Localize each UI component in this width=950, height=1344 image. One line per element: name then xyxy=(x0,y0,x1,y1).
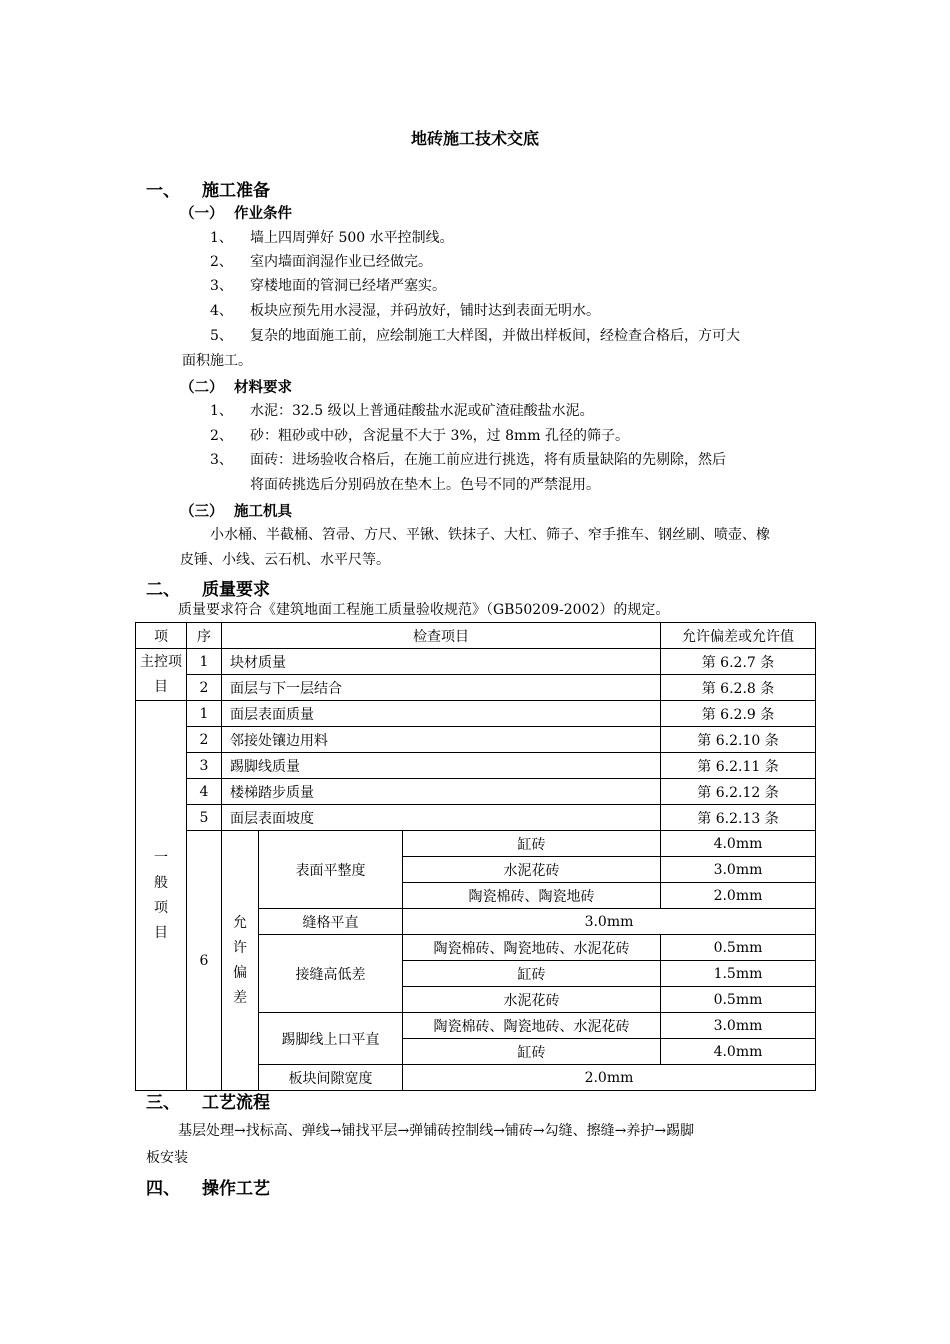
table-header: 允许偏差或允许值 xyxy=(661,623,816,649)
item-cell: 面层表面坡度 xyxy=(222,805,661,831)
table-row xyxy=(136,831,816,857)
value-cell: 第 6.2.12 条 xyxy=(661,779,816,805)
table-row xyxy=(136,701,816,727)
paragraph-line: 小水桶、半截桶、笤帚、方尺、平锹、铁抹子、大杠、筛子、窄手推车、钢丝刷、喷壶、橡 xyxy=(210,527,770,543)
section-heading: 一、 施工准备 xyxy=(146,181,270,201)
paragraph-line: 基层处理→找标高、弹线→铺找平层→弹铺砖控制线→铺砖→勾缝、擦缝→养护→踢脚 xyxy=(178,1123,695,1139)
list-item: 1、 水泥：32.5 级以上普通硅酸盐水泥或矿渣硅酸盐水泥。 xyxy=(210,403,594,419)
category-label: 一般项目 xyxy=(153,849,168,941)
item-cell: 块材质量 xyxy=(222,649,661,675)
tolerance-cell xyxy=(222,831,259,1091)
table-header-row xyxy=(136,623,816,649)
subitem-cell: 缝格平直 xyxy=(259,909,403,935)
table-row xyxy=(136,727,816,753)
subsection-heading: （二） 材料要求 xyxy=(180,380,292,396)
item-cell: 楼梯踏步质量 xyxy=(222,779,661,805)
value-cell: 第 6.2.11 条 xyxy=(661,753,816,779)
paragraph-line: 质量要求符合《建筑地面工程施工质量验收规范》（GB50209-2002）的规定。 xyxy=(178,602,670,618)
table-row xyxy=(136,779,816,805)
value-cell: 第 6.2.13 条 xyxy=(661,805,816,831)
seq-cell: 6 xyxy=(187,831,222,1091)
type-cell: 水泥花砖 xyxy=(403,857,661,883)
subitem-cell: 接缝高低差 xyxy=(259,935,403,1013)
table-row xyxy=(136,805,816,831)
section-heading: 二、 质量要求 xyxy=(146,580,270,600)
tolerance-label: 允许偏差 xyxy=(232,914,247,1006)
value-cell: 第 6.2.7 条 xyxy=(661,649,816,675)
list-item: 4、 板块应预先用水浸湿，并码放好，铺时达到表面无明水。 xyxy=(210,303,600,319)
seq-cell: 1 xyxy=(187,701,222,727)
category-cell: 主控项目 xyxy=(136,649,187,701)
list-item-continuation: 将面砖挑选后分别码放在垫木上。色号不同的严禁混用。 xyxy=(250,477,600,493)
type-cell: 缸砖 xyxy=(403,1039,661,1065)
list-item: 2、 室内墙面润湿作业已经做完。 xyxy=(210,254,432,270)
seq-cell: 2 xyxy=(187,675,222,701)
table-header: 项 xyxy=(136,623,187,649)
type-cell: 水泥花砖 xyxy=(403,987,661,1013)
list-item-continuation: 面积施工。 xyxy=(182,353,252,369)
value-cell: 第 6.2.10 条 xyxy=(661,727,816,753)
value-cell: 4.0mm xyxy=(661,831,816,857)
paragraph-line: 板安装 xyxy=(146,1150,188,1166)
value-cell: 2.0mm xyxy=(403,1065,816,1091)
subsection-heading: （三） 施工机具 xyxy=(180,504,292,520)
seq-cell: 5 xyxy=(187,805,222,831)
subitem-cell: 表面平整度 xyxy=(259,831,403,909)
type-cell: 陶瓷棉砖、陶瓷地砖、水泥花砖 xyxy=(403,1013,661,1039)
table-header: 检查项目 xyxy=(222,623,661,649)
type-cell: 陶瓷棉砖、陶瓷地砖、水泥花砖 xyxy=(403,935,661,961)
item-cell: 面层表面质量 xyxy=(222,701,661,727)
value-cell: 0.5mm xyxy=(661,987,816,1013)
category-cell xyxy=(136,701,187,1091)
item-cell: 踢脚线质量 xyxy=(222,753,661,779)
value-cell: 第 6.2.9 条 xyxy=(661,701,816,727)
seq-cell: 1 xyxy=(187,649,222,675)
seq-cell: 2 xyxy=(187,727,222,753)
list-item: 2、 砂：粗砂或中砂，含泥量不大于 3%，过 8mm 孔径的筛子。 xyxy=(210,428,630,444)
table-header: 序 xyxy=(187,623,222,649)
section-heading: 四、 操作工艺 xyxy=(146,1179,270,1199)
item-cell: 面层与下一层结合 xyxy=(222,675,661,701)
list-item: 5、 复杂的地面施工前，应绘制施工大样图，并做出样板间，经检查合格后，方可大 xyxy=(210,328,740,344)
value-cell: 3.0mm xyxy=(403,909,816,935)
value-cell: 1.5mm xyxy=(661,961,816,987)
value-cell: 2.0mm xyxy=(661,883,816,909)
subitem-cell: 踢脚线上口平直 xyxy=(259,1013,403,1065)
type-cell: 缸砖 xyxy=(403,831,661,857)
paragraph-line: 皮锤、小线、云石机、水平尺等。 xyxy=(180,552,390,568)
value-cell: 3.0mm xyxy=(661,857,816,883)
list-item: 1、 墙上四周弹好 500 水平控制线。 xyxy=(210,230,454,246)
value-cell: 0.5mm xyxy=(661,935,816,961)
value-cell: 第 6.2.8 条 xyxy=(661,675,816,701)
quality-table xyxy=(135,622,816,1091)
type-cell: 陶瓷棉砖、陶瓷地砖 xyxy=(403,883,661,909)
subsection-heading: （一） 作业条件 xyxy=(180,206,292,222)
page-title: 地砖施工技术交底 xyxy=(410,129,539,148)
value-cell: 3.0mm xyxy=(661,1013,816,1039)
table-row xyxy=(136,649,816,675)
list-item: 3、 面砖：进场验收合格后，在施工前应进行挑选，将有质量缺陷的先剔除，然后 xyxy=(210,452,726,468)
subitem-cell: 板块间隙宽度 xyxy=(259,1065,403,1091)
value-cell: 4.0mm xyxy=(661,1039,816,1065)
seq-cell: 3 xyxy=(187,753,222,779)
table-row xyxy=(136,675,816,701)
seq-cell: 4 xyxy=(187,779,222,805)
table-row xyxy=(136,753,816,779)
section-heading: 三、 工艺流程 xyxy=(146,1093,270,1113)
list-item: 3、 穿楼地面的管洞已经堵严塞实。 xyxy=(210,278,446,294)
item-cell: 邻接处镶边用料 xyxy=(222,727,661,753)
type-cell: 缸砖 xyxy=(403,961,661,987)
